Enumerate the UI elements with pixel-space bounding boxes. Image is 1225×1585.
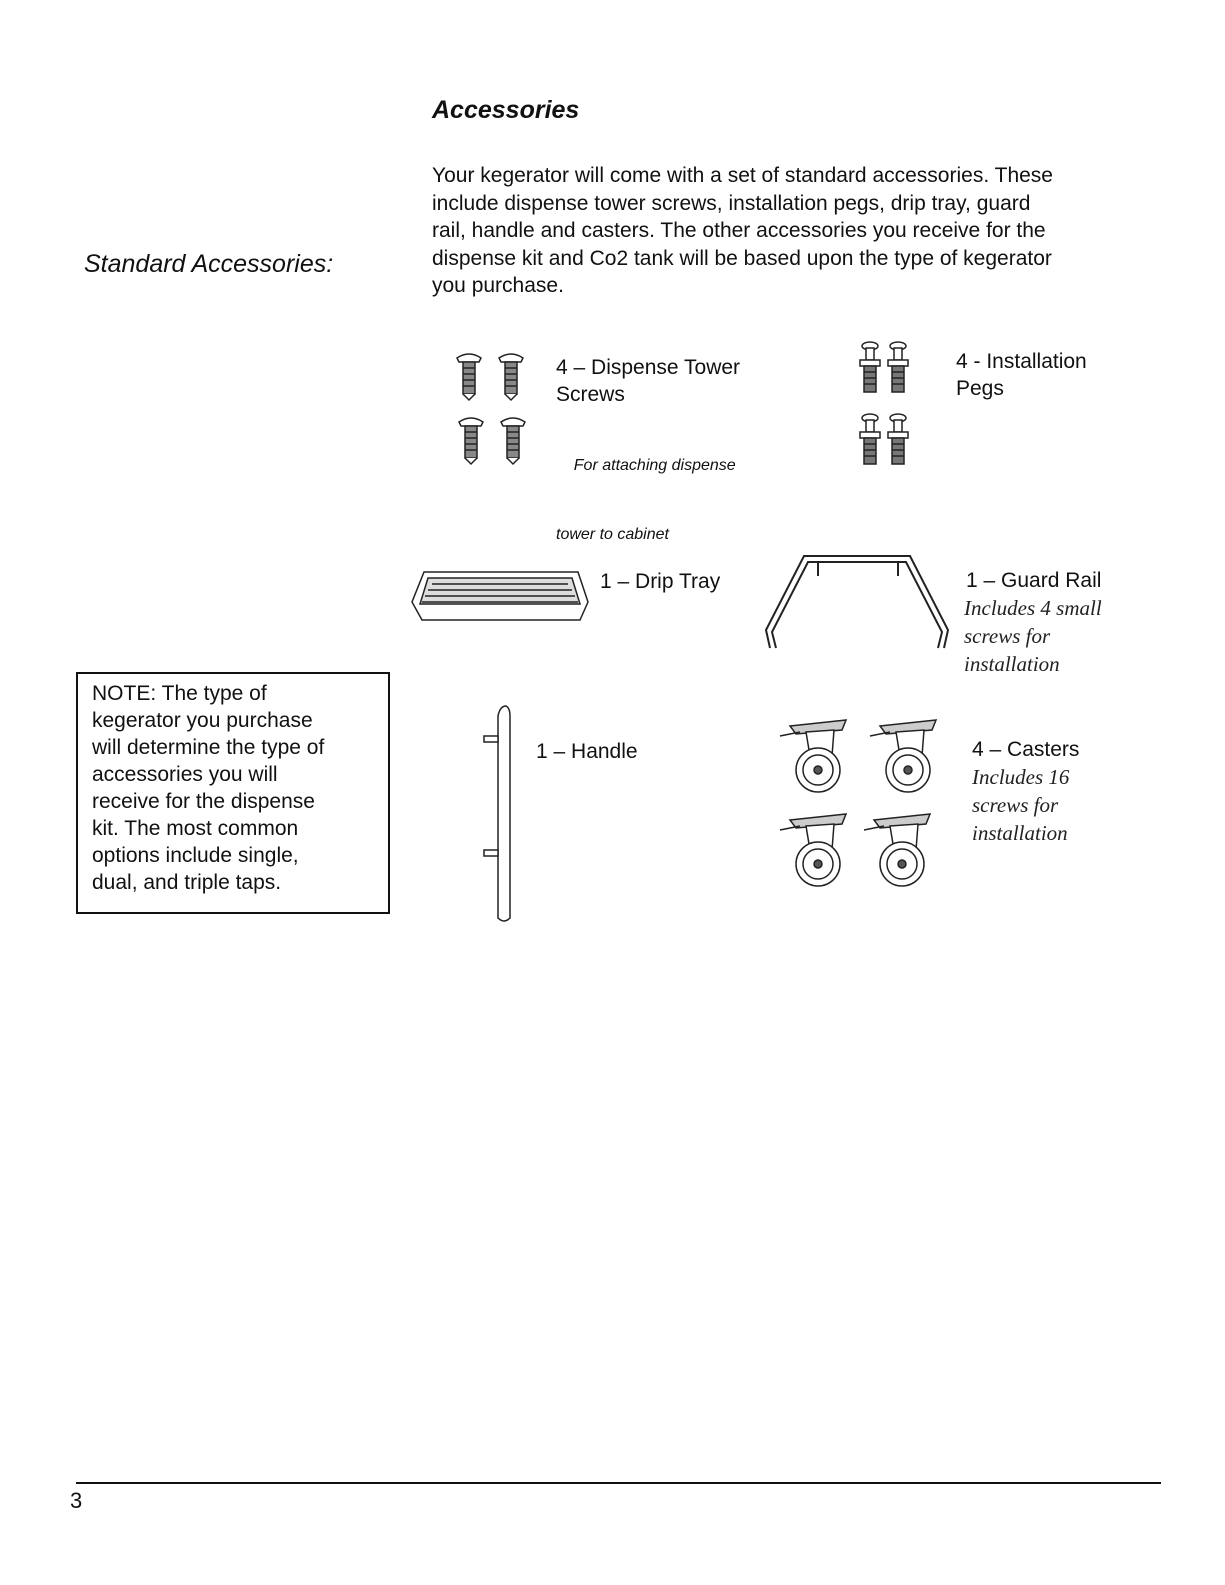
handle-label: 1 – Handle — [536, 740, 638, 763]
tower-screws-subtext — [556, 408, 736, 569]
intro-line: include dispense tower screws, installation pegs, drip tray, guard — [432, 191, 1031, 215]
casters-sub-line: installation — [972, 821, 1068, 845]
note-line: NOTE: The type of — [92, 682, 267, 705]
note-line: dual, and triple taps. — [92, 871, 282, 894]
tower-screws-label — [556, 354, 740, 408]
intro-paragraph — [432, 162, 1172, 300]
casters-subtext — [972, 763, 1069, 847]
install-pegs-label-line: Pegs — [956, 377, 1004, 400]
casters-icon — [776, 716, 956, 906]
drip-tray-icon — [410, 568, 590, 630]
casters-label: 4 – Casters — [972, 738, 1080, 761]
casters-sub-line: Includes 16 — [972, 765, 1070, 789]
guard-rail-icon — [760, 548, 960, 658]
note-line: will determine the type of — [92, 736, 325, 759]
intro-line: dispense kit and Co2 tank will be based upon the type of kegerator — [432, 246, 1052, 270]
intro-line: rail, handle and casters. The other accessories you receive for the — [432, 219, 1046, 242]
guard-rail-sub-line: screws for — [964, 624, 1051, 648]
footer-divider — [76, 1482, 1161, 1484]
install-pegs-label-line: 4 - Installation — [956, 350, 1087, 373]
standard-accessories-heading: Standard Accessories: — [84, 250, 334, 278]
install-pegs-label — [956, 348, 1087, 402]
section-title: Accessories — [432, 96, 580, 124]
page-number: 3 — [70, 1488, 83, 1513]
note-line: kit. The most common — [92, 817, 299, 840]
intro-line: you purchase. — [432, 274, 564, 297]
note-line: accessories you will — [92, 763, 278, 786]
tower-screws-sub-line: For attaching dispense — [556, 457, 736, 474]
note-line: kegerator you purchase — [92, 709, 313, 732]
guard-rail-subtext — [964, 594, 1102, 678]
intro-line: Your kegerator will come with a set of standard accessories. These — [432, 164, 1053, 187]
note-box — [76, 672, 390, 914]
tower-screws-label-line: 4 – Dispense Tower — [556, 356, 741, 379]
drip-tray-label: 1 – Drip Tray — [600, 570, 721, 593]
guard-rail-sub-line: installation — [964, 652, 1060, 676]
guard-rail-label: 1 – Guard Rail — [966, 569, 1102, 592]
handle-icon — [480, 704, 520, 924]
screws-icon — [455, 352, 535, 482]
casters-sub-line: screws for — [972, 793, 1059, 817]
pegs-icon — [858, 340, 918, 480]
note-line: receive for the dispense — [92, 790, 315, 813]
tower-screws-sub-line: tower to cabinet — [556, 526, 669, 543]
guard-rail-sub-line: Includes 4 small — [964, 596, 1102, 620]
tower-screws-label-line: Screws — [556, 383, 625, 406]
note-line: options include single, — [92, 844, 299, 867]
